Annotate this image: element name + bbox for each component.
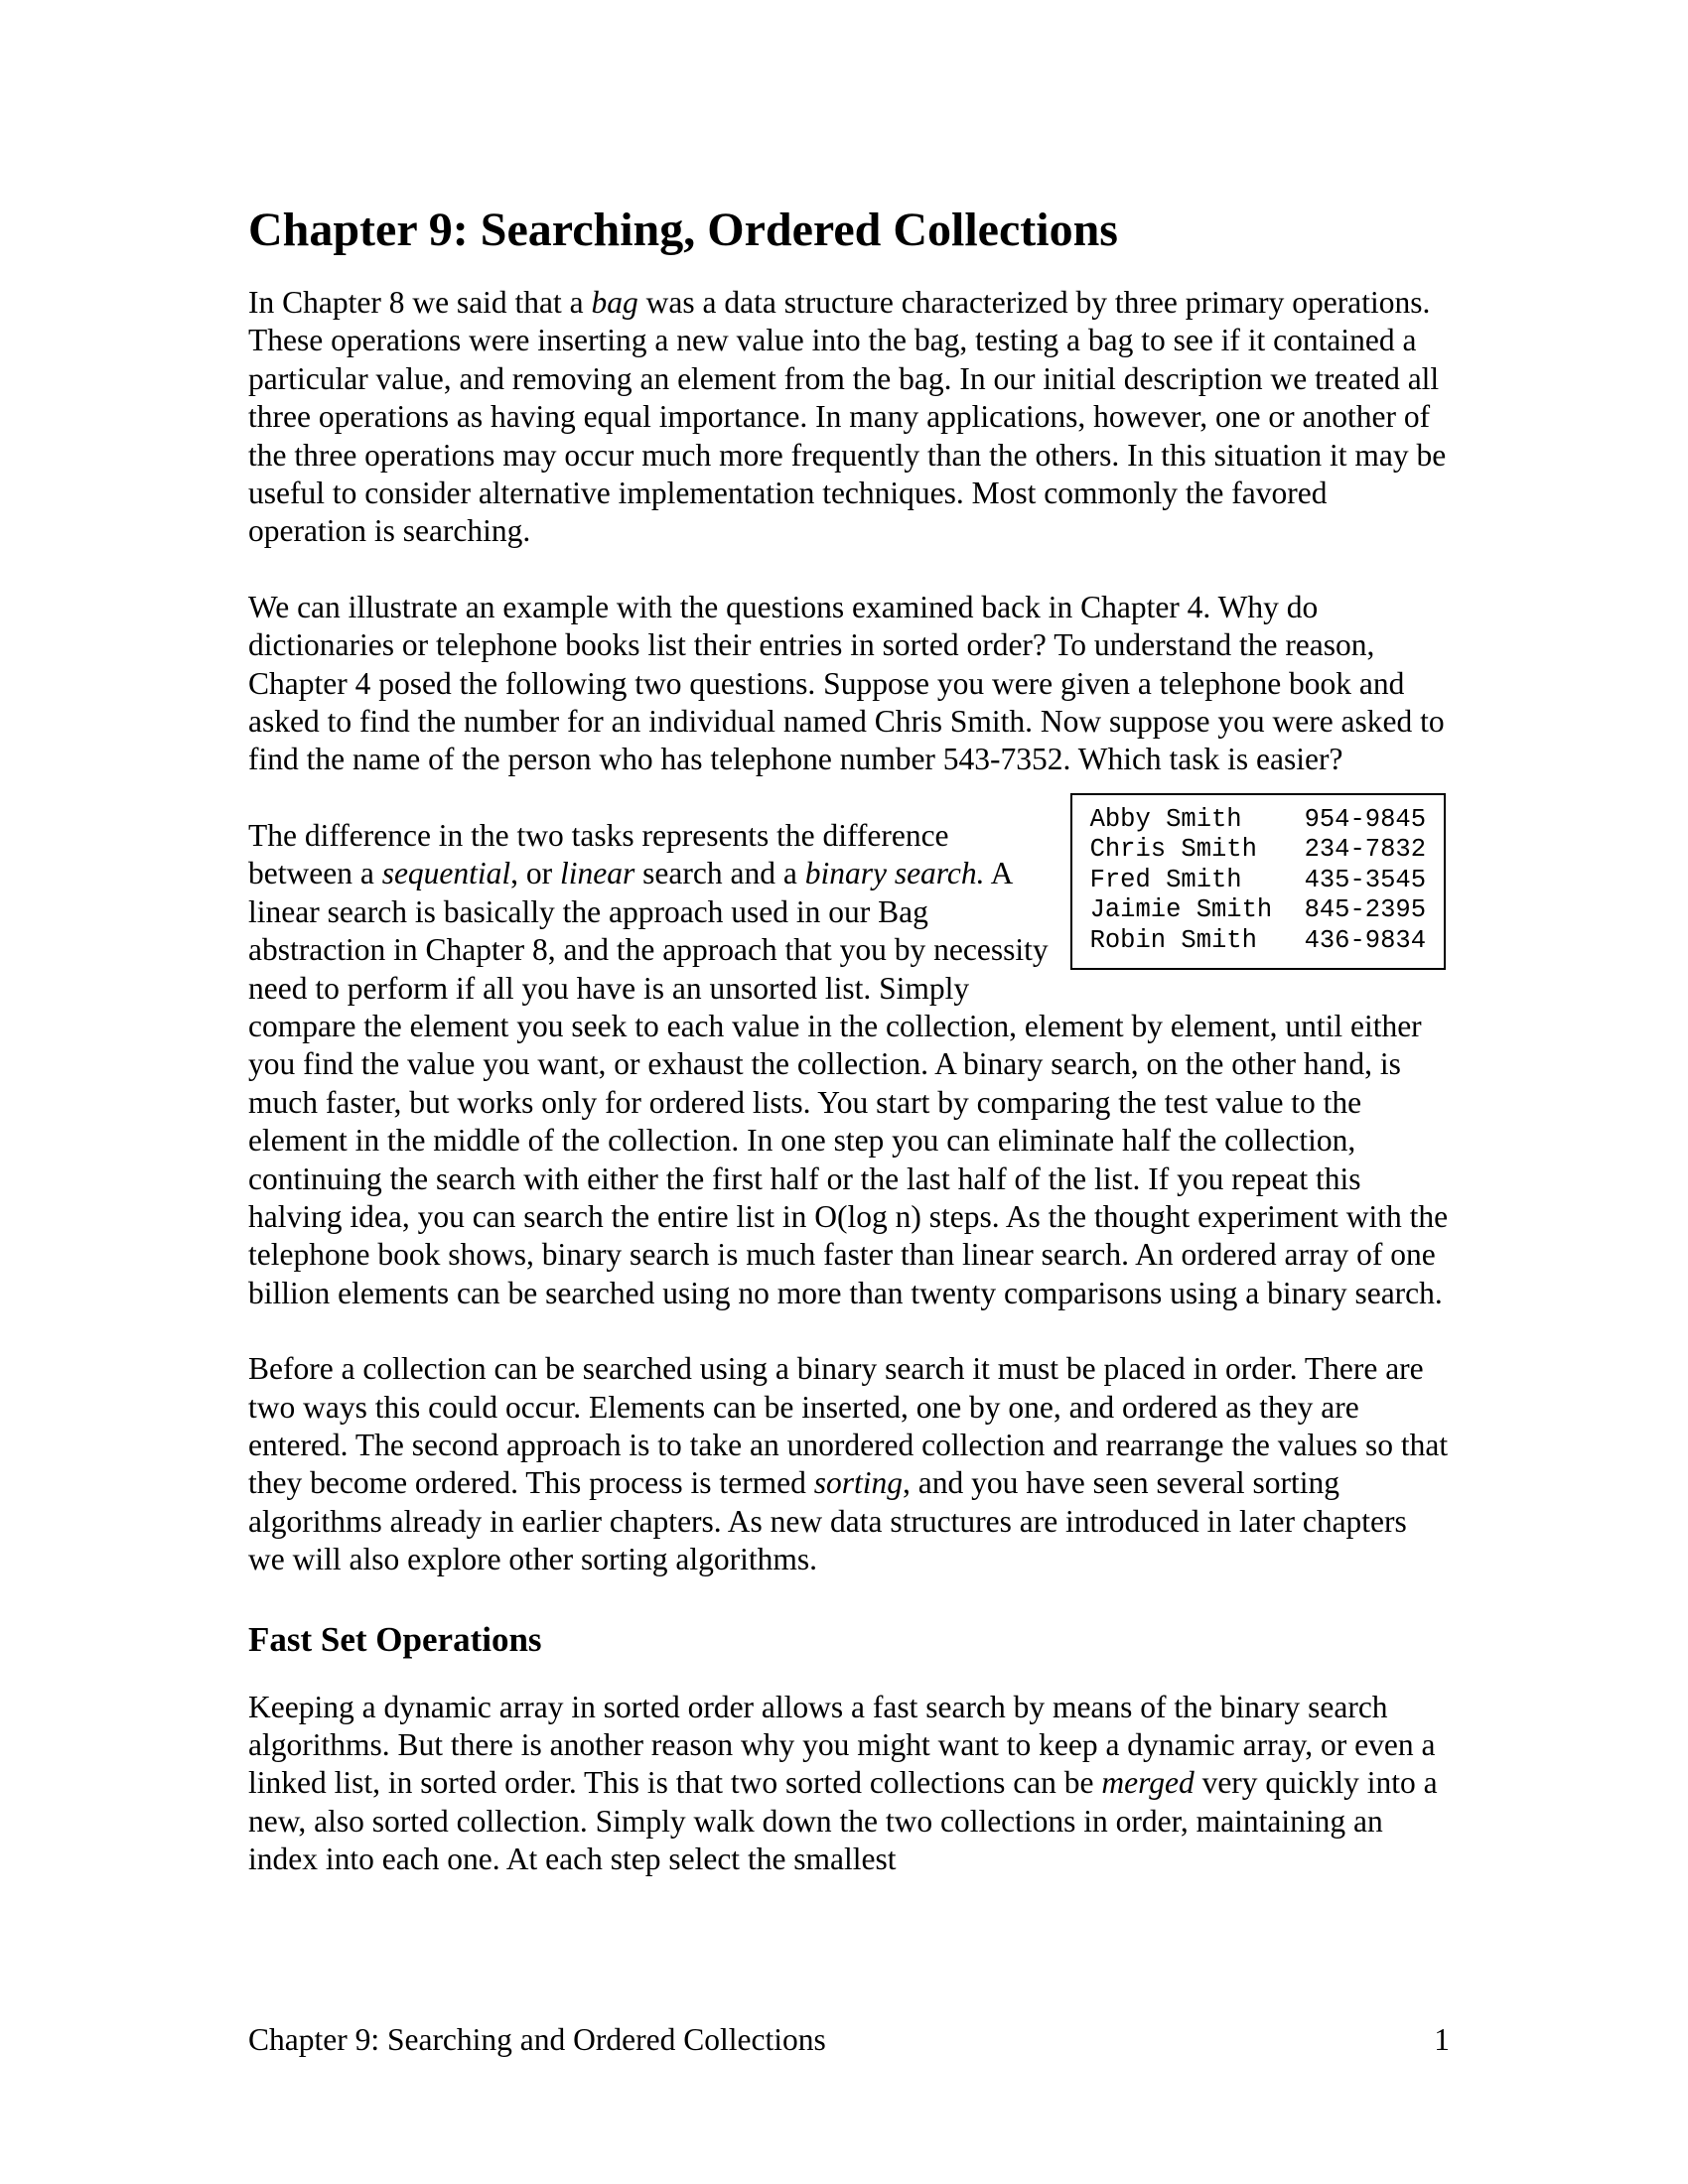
text-run: Before a collection can be searched using a binary search it must be placed in order. There are two ways this could occur. Elements can be inserted, one by one, and ordered as they are entered. The second approach is to take an unordered collection and rearrange the values so that they become ordered. This process is termed xyxy=(248,1351,1449,1501)
phone-list-row xyxy=(1090,926,1426,957)
term-sorting: sorting xyxy=(813,1465,904,1501)
term-binary-search: binary search. xyxy=(804,856,985,891)
page-number: 1 xyxy=(1434,2022,1450,2057)
phone-name: Chris Smith xyxy=(1089,835,1257,865)
chapter-title: Chapter 9: Searching, Ordered Collections xyxy=(248,204,1118,256)
phone-number: 845-2395 xyxy=(1304,895,1426,925)
text-run: , or xyxy=(510,856,561,891)
text-run: , and you have seen several sorting algorithms already in earlier chapters. As new data structures are introduced in later chapters we will also explore other sorting algorithms. xyxy=(248,1465,1407,1577)
term-merged: merged xyxy=(1101,1765,1195,1801)
paragraph-sorting xyxy=(248,1350,1450,1578)
phone-list-row xyxy=(1090,895,1426,926)
phone-list-row xyxy=(1090,805,1426,836)
phone-number: 436-9834 xyxy=(1304,925,1426,955)
phone-number: 954-9845 xyxy=(1304,804,1426,834)
phone-number: 234-7832 xyxy=(1304,835,1426,865)
footer-title: Chapter 9: Searching and Ordered Collections xyxy=(248,2022,826,2057)
page-content xyxy=(248,199,1450,1917)
phone-name: Jaimie Smith xyxy=(1089,895,1273,925)
term-bag: bag xyxy=(591,285,638,320)
term-sequential: sequential xyxy=(381,856,511,891)
phone-list-row xyxy=(1090,866,1426,896)
phone-name: Abby Smith xyxy=(1089,804,1242,834)
text-run: was a data structure characterized by three primary operations. These operations were inserting a new value into the bag, testing a bag to see if it contained a particular value, and removing an element from the bag. In our initial description we treated all three operations as having equal importance. In many applications, however, one or another of the three operations may occur much more frequently than the others. In this situation it may be useful to consider alternative implementation techniques. Most commonly the favored operation is searching. xyxy=(248,285,1447,549)
section-heading: Fast Set Operations xyxy=(248,1619,542,1659)
phone-name: Fred Smith xyxy=(1089,865,1242,894)
text-run: search and a xyxy=(634,856,805,891)
text-run: In Chapter 8 we said that a xyxy=(248,285,592,320)
phone-name: Robin Smith xyxy=(1089,925,1257,955)
phone-number: 435-3545 xyxy=(1304,865,1426,894)
text-run: The difference in the two tasks represents the difference between a xyxy=(248,817,949,891)
text-run: Keeping a dynamic array in sorted order allows a fast search by means of the binary search algorithms. But there is another reason why you might want to keep a dynamic array, or even a linked list, in sorted order. This is that two sorted collections can be xyxy=(248,1689,1436,1801)
paragraph-fast-set-operations xyxy=(248,1689,1450,1879)
paragraph-bag-intro xyxy=(248,284,1450,551)
text-run: A linear search is basically the approach used in our Bag abstraction in Chapter 8, and the approach that you by necessity need to perform if all you have is an unsorted list. Simply compare the element you seek to each value in the collection, element by element, until either you find the value you want, or exhaust the collection. A binary search, on the other hand, is much faster, but works only for ordered lists. You start by comparing the test value to the element in the middle of the collection. In one step you can eliminate half the collection, continuing the search with either the first half or the last half of the list. If you repeat this halving idea, you can search the entire list in O(log n) steps. As the thought experiment with the telephone book shows, binary search is much faster than linear search. An ordered array of one billion elements can be searched using no more than twenty comparisons using a binary search. xyxy=(248,856,1449,1310)
phone-list-box xyxy=(1070,793,1446,971)
text-run: very quickly into a new, also sorted collection. Simply walk down the two collections in order, maintaining an index into each one. At each step select the smallest xyxy=(248,1765,1438,1877)
term-linear: linear xyxy=(560,856,635,891)
paragraph-telephone-example: We can illustrate an example with the questions examined back in Chapter 4. Why do dictionaries or telephone books list their entries in sorted order? To understand the reason, Chapter 4 posed the following two questions. Suppose you were given a telephone book and asked to find the number for an individual named Chris Smith. Now suppose you were asked to find the name of the person who has telephone number 543-7352. Which task is easier? xyxy=(248,589,1445,777)
phone-list-row xyxy=(1090,835,1426,866)
